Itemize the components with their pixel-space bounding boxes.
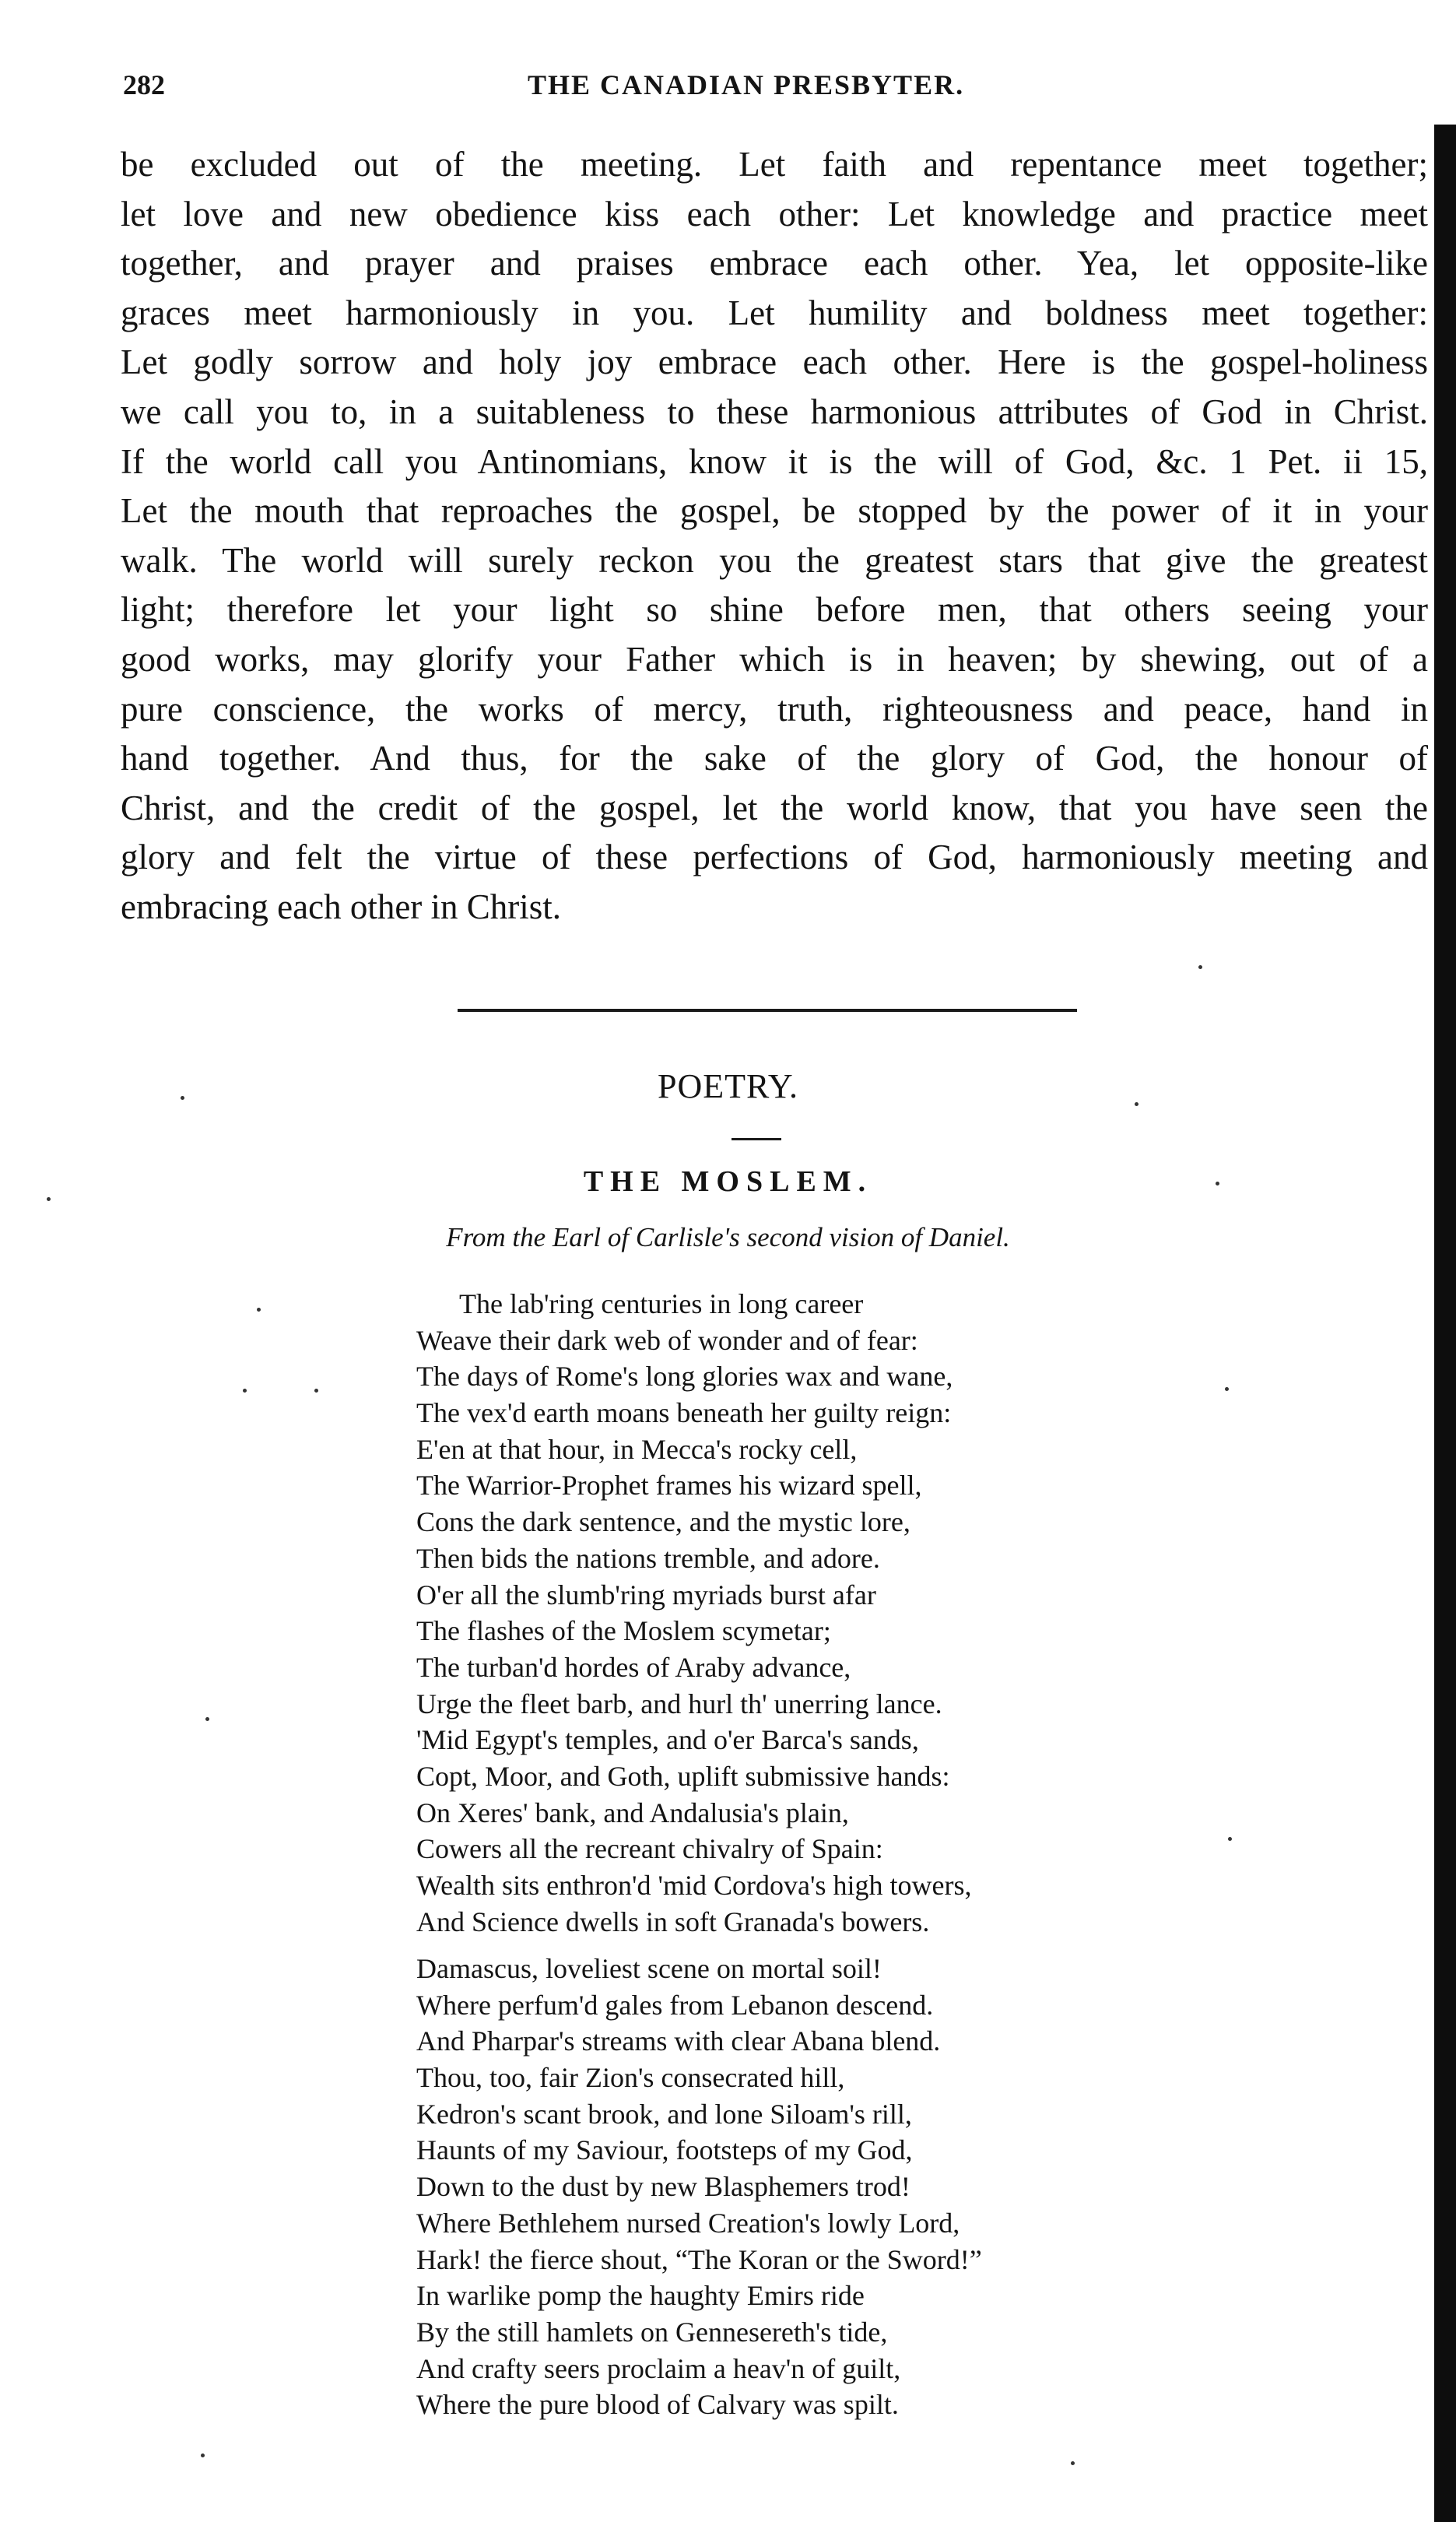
verse-line: By the still hamlets on Gennesereth's tide,: [416, 2316, 888, 2348]
prose-line: be excluded out of the meeting. Let faith and repentance meet together;: [121, 145, 1428, 184]
poem-source: From the Earl of Carlisle's second vision of Daniel.: [446, 1222, 1010, 1252]
scan-speck: [1228, 1837, 1232, 1841]
prose-paragraph: [121, 140, 1428, 933]
scan-speck: [1216, 1182, 1219, 1185]
verse-line: Urge the fleet barb, and hurl th' unerring lance.: [416, 1688, 942, 1719]
prose-line: graces meet harmoniously in you. Let humility and boldness meet together:: [121, 293, 1428, 332]
prose-line: we call you to, in a suitableness to these harmonious attributes of God in Christ.: [121, 392, 1428, 431]
verse-line: 'Mid Egypt's temples, and o'er Barca's sands,: [416, 1724, 919, 1756]
verse-line: Hark! the fierce shout, “The Koran or the Sword!”: [416, 2243, 982, 2275]
verse-line: Cons the dark sentence, and the mystic lore,: [416, 1506, 910, 1538]
verse-line: E'en at that hour, in Mecca's rocky cell,: [416, 1433, 858, 1465]
poem-stanza-1: [416, 1286, 1272, 1940]
verse-line: Weave their dark web of wonder and of fear:: [416, 1324, 918, 1356]
poem-title: THE MOSLEM.: [583, 1165, 873, 1198]
scan-speck: [1135, 1102, 1138, 1106]
scan-speck: [243, 1389, 247, 1393]
prose-line: Let godly sorrow and holy joy embrace each other. Here is the gospel-holiness: [121, 342, 1428, 382]
verse-line: And crafty seers proclaim a heav'n of guilt,: [416, 2352, 901, 2384]
scan-speck: [1225, 1387, 1229, 1391]
page-header: [123, 68, 1430, 115]
prose-line: If the world call you Antinomians, know it is the will of God, &c. 1 Pet. ii 15,: [121, 441, 1428, 481]
verse-line: The flashes of the Moslem scymetar;: [416, 1615, 831, 1647]
prose-line: pure conscience, the works of mercy, truth, righteousness and peace, hand in: [121, 689, 1428, 729]
verse-line: Down to the dust by new Blasphemers trod!: [416, 2171, 910, 2203]
poem-stanza-2: [416, 1951, 1272, 2423]
verse-line: And Pharpar's streams with clear Abana blend.: [416, 2025, 941, 2057]
scan-speck: [1198, 965, 1202, 969]
verse-line: The lab'ring centuries in long career: [459, 1288, 864, 1319]
verse-line: O'er all the slumb'ring myriads burst afar: [416, 1579, 876, 1610]
verse-line: Kedron's scant brook, and lone Siloam's rill,: [416, 2098, 912, 2130]
verse-line: Cowers all the recreant chivalry of Spain:: [416, 1833, 883, 1865]
prose-line: glory and felt the virtue of these perfections of God, harmoniously meeting and: [121, 838, 1428, 877]
verse-line: Then bids the nations tremble, and adore.: [416, 1542, 880, 1574]
verse-line: The Warrior-Prophet frames his wizard spell,: [416, 1470, 922, 1502]
prose-line: Let the mouth that reproaches the gospel, be stopped by the power of it in your: [121, 491, 1428, 531]
verse-line: Where Bethlehem nursed Creation's lowly Lord,: [416, 2207, 960, 2239]
scan-speck: [201, 2454, 205, 2457]
prose-line: together, and prayer and praises embrace each other. Yea, let opposite-like: [121, 244, 1428, 283]
verse-line: The days of Rome's long glories wax and wane,: [416, 1361, 953, 1393]
prose-line: walk. The world will surely reckon you the greatest stars that give the greatest: [121, 540, 1428, 580]
verse-line: Thou, too, fair Zion's consecrated hill,: [416, 2062, 845, 2094]
prose-line: Christ, and the credit of the gospel, let the world know, that you have seen the: [121, 788, 1428, 827]
verse-line: In warlike pomp the haughty Emirs ride: [416, 2280, 865, 2312]
verse-line: Damascus, loveliest scene on mortal soil!: [416, 1953, 882, 1984]
verse-line: Where the pure blood of Calvary was spilt.: [416, 2389, 899, 2421]
running-head: THE CANADIAN PRESBYTER.: [528, 69, 965, 100]
section-title: POETRY.: [657, 1067, 799, 1105]
scan-speck: [314, 1389, 318, 1393]
scan-speck: [205, 1717, 209, 1721]
scan-speck: [47, 1197, 51, 1201]
verse-line: On Xeres' bank, and Andalusia's plain,: [416, 1797, 849, 1828]
scan-speck: [1071, 2461, 1075, 2465]
verse-line: The turban'd hordes of Araby advance,: [416, 1651, 851, 1683]
verse-line: The vex'd earth moans beneath her guilty reign:: [416, 1397, 952, 1429]
title-divider: [732, 1138, 781, 1140]
verse-line: Haunts of my Saviour, footsteps of my God,: [416, 2134, 913, 2166]
verse-line: Wealth sits enthron'd 'mid Cordova's high towers,: [416, 1870, 972, 1901]
verse-line: And Science dwells in soft Granada's bowers.: [416, 1906, 930, 1937]
verse-line: Where perfum'd gales from Lebanon descend.: [416, 1989, 934, 2021]
verse-line: Copt, Moor, and Goth, uplift submissive hands:: [416, 1760, 950, 1792]
prose-line: let love and new obedience kiss each other: Let knowledge and practice meet: [121, 194, 1428, 234]
scan-speck: [257, 1308, 261, 1312]
prose-line: good works, may glorify your Father which is in heaven; by shewing, out of a: [121, 639, 1428, 679]
prose-line: light; therefore let your light so shine before men, that others seeing your: [121, 590, 1428, 630]
prose-line: embracing each other in Christ.: [121, 887, 562, 926]
page-edge-shadow: [1434, 125, 1456, 2522]
prose-line: hand together. And thus, for the sake of the glory of God, the honour of: [121, 739, 1428, 778]
scan-speck: [181, 1096, 184, 1100]
page-number: 282: [123, 69, 165, 100]
section-divider: [458, 1009, 1077, 1012]
